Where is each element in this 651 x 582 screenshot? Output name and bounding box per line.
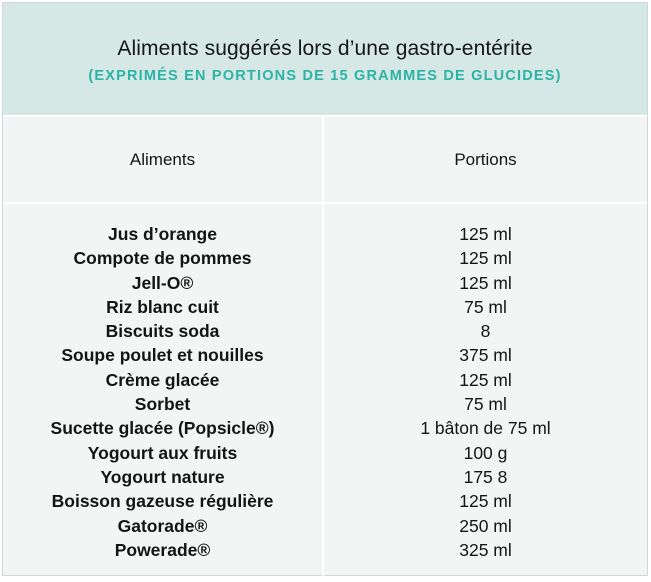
aliment-cell: Yogourt aux fruits bbox=[87, 442, 238, 463]
aliment-cell: Yogourt nature bbox=[100, 466, 225, 487]
aliment-cell: Sucette glacée (Popsicle®) bbox=[50, 418, 275, 439]
portion-cell: 125 ml bbox=[459, 224, 512, 244]
portion-cell: 125 ml bbox=[459, 369, 512, 390]
aliments-list bbox=[3, 204, 322, 562]
column-header-portions: Portions bbox=[324, 117, 647, 204]
portion-cell: 75 ml bbox=[464, 394, 507, 415]
aliment-cell: Jell-O® bbox=[131, 272, 194, 293]
portion-cell: 125 ml bbox=[459, 248, 512, 269]
portion-cell: 100 g bbox=[463, 442, 508, 463]
column-header-aliments: Aliments bbox=[3, 117, 322, 204]
portion-cell: 125 ml bbox=[459, 272, 512, 293]
table-header bbox=[3, 3, 647, 115]
aliments-column bbox=[3, 117, 324, 577]
portion-cell: 375 ml bbox=[459, 345, 512, 366]
aliment-cell: Sorbet bbox=[134, 394, 191, 415]
aliment-cell: Jus d’orange bbox=[108, 224, 217, 244]
aliment-cell: Riz blanc cuit bbox=[106, 296, 219, 317]
aliment-cell: Compote de pommes bbox=[73, 248, 252, 269]
portion-cell: 325 ml bbox=[459, 539, 512, 560]
portion-cell: 250 ml bbox=[459, 515, 512, 536]
aliment-cell: Boisson gazeuse régulière bbox=[51, 491, 274, 512]
aliment-cell: Gatorade® bbox=[117, 515, 208, 536]
aliment-cell: Crème glacée bbox=[105, 369, 220, 390]
aliment-cell: Powerade® bbox=[114, 539, 211, 560]
table-subtitle: (EXPRIMÉS EN PORTIONS DE 15 GRAMMES DE GLUCIDES) bbox=[88, 68, 562, 84]
food-portions-table bbox=[2, 2, 648, 576]
aliment-cell: Biscuits soda bbox=[105, 321, 220, 342]
aliment-cell: Soupe poulet et nouilles bbox=[61, 345, 264, 366]
portion-cell: 75 ml bbox=[464, 296, 507, 317]
table-body bbox=[3, 115, 647, 577]
portion-cell: 175 8 bbox=[463, 466, 508, 487]
portions-column bbox=[324, 117, 647, 577]
portion-cell: 125 ml bbox=[459, 491, 512, 512]
portions-list bbox=[324, 204, 647, 562]
portion-cell: 1 bâton de 75 ml bbox=[420, 418, 551, 439]
portion-cell: 8 bbox=[480, 321, 491, 342]
table-title: Aliments suggérés lors d’une gastro-entérite bbox=[117, 37, 533, 60]
